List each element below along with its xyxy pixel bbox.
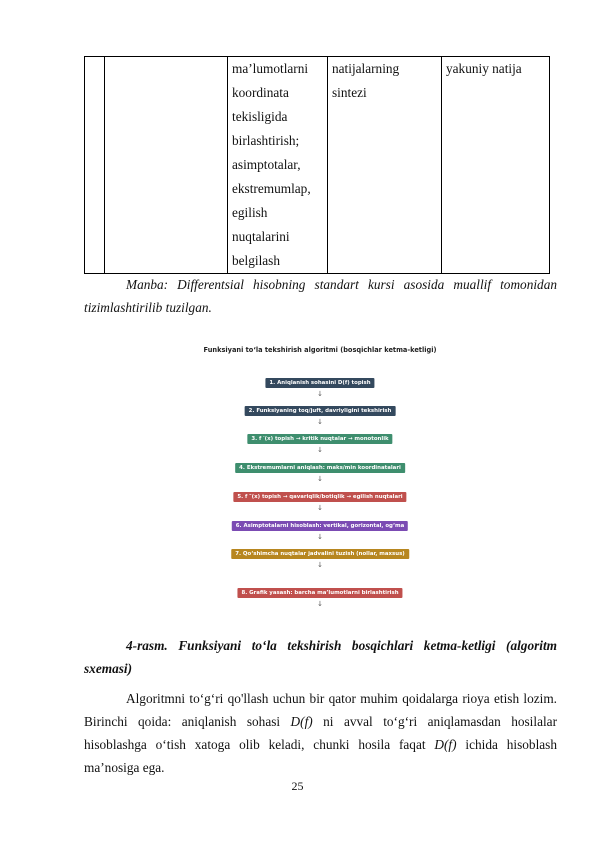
results-table (84, 56, 550, 274)
table-row (85, 57, 550, 274)
down-arrow-icon: ↓ (317, 561, 323, 569)
down-arrow-icon: ↓ (317, 390, 323, 398)
page-number: 25 (291, 779, 304, 793)
down-arrow-icon: ↓ (317, 418, 323, 426)
table-cell-description: ma’lumotlarni koordinata tekisligida birlashtirish; asimptotalar, ekstremumlap, egilish nuqtalarini belgilash (228, 57, 328, 274)
down-arrow-icon: ↓ (317, 504, 323, 512)
flow-step-6: 6. Asimptotalarni hisoblash: vertikal, gorizontal, og‘ma (232, 521, 408, 531)
down-arrow-icon: ↓ (317, 446, 323, 454)
flow-step-5: 5. f ″(x) topish → qavariqlik/botiqlik → egilish nuqtalari (233, 492, 406, 502)
algorithm-flowchart (190, 342, 450, 614)
flow-step-2: 2. Funksiyaning toq/juft, davriyligini tekshirish (245, 406, 396, 416)
table-cell-empty-2 (105, 57, 228, 274)
flow-step-4: 4. Ekstremumlarni aniqlash: maks/min koordinatalari (235, 463, 405, 473)
figure-caption: 4-rasm. Funksiyani to‘la tekshirish bosqichlari ketma-ketligi (algoritm sxemasi) (84, 638, 557, 676)
source-note: Manba: Differentsial hisobning standart kursi asosida muallif tomonidan tizimlashtirilib tuzilgan. (84, 277, 557, 315)
flow-step-1: 1. Aniqlanish sohasini D(f) topish (265, 378, 374, 388)
down-arrow-icon: ↓ (317, 600, 323, 608)
flow-step-7: 7. Qo‘shimcha nuqtalar jadvalini tuzish (nollar, maxsus) (231, 549, 409, 559)
table-cell-empty-1 (85, 57, 105, 274)
flow-step-8: 8. Grafik yasash: barcha ma’lumotlarni birlashtirish (237, 588, 402, 598)
down-arrow-icon: ↓ (317, 533, 323, 541)
body-paragraph: Algoritmni to‘g‘ri qo'llash uchun bir qator muhim qoidalarga rioya etish lozim. Birinchi qoida: aniqlanish sohasi D(f) ni avval to‘g‘ri aniqlamasdan hosilalar hisoblashga o‘tish xatoga olib keladi, chunki hosila faqat D(f) ichida hisoblash ma’nosiga ega. (84, 691, 557, 775)
down-arrow-icon: ↓ (317, 475, 323, 483)
table-cell-stage: natijalarning sintezi (328, 57, 442, 274)
table-cell-result: yakuniy natija (442, 57, 550, 274)
flowchart-title: Funksiyani to‘la tekshirish algoritmi (bosqichlar ketma-ketligi) (203, 346, 437, 354)
flow-step-3: 3. f ′(x) topish → kritik nuqtalar → monotonlik (247, 434, 392, 444)
